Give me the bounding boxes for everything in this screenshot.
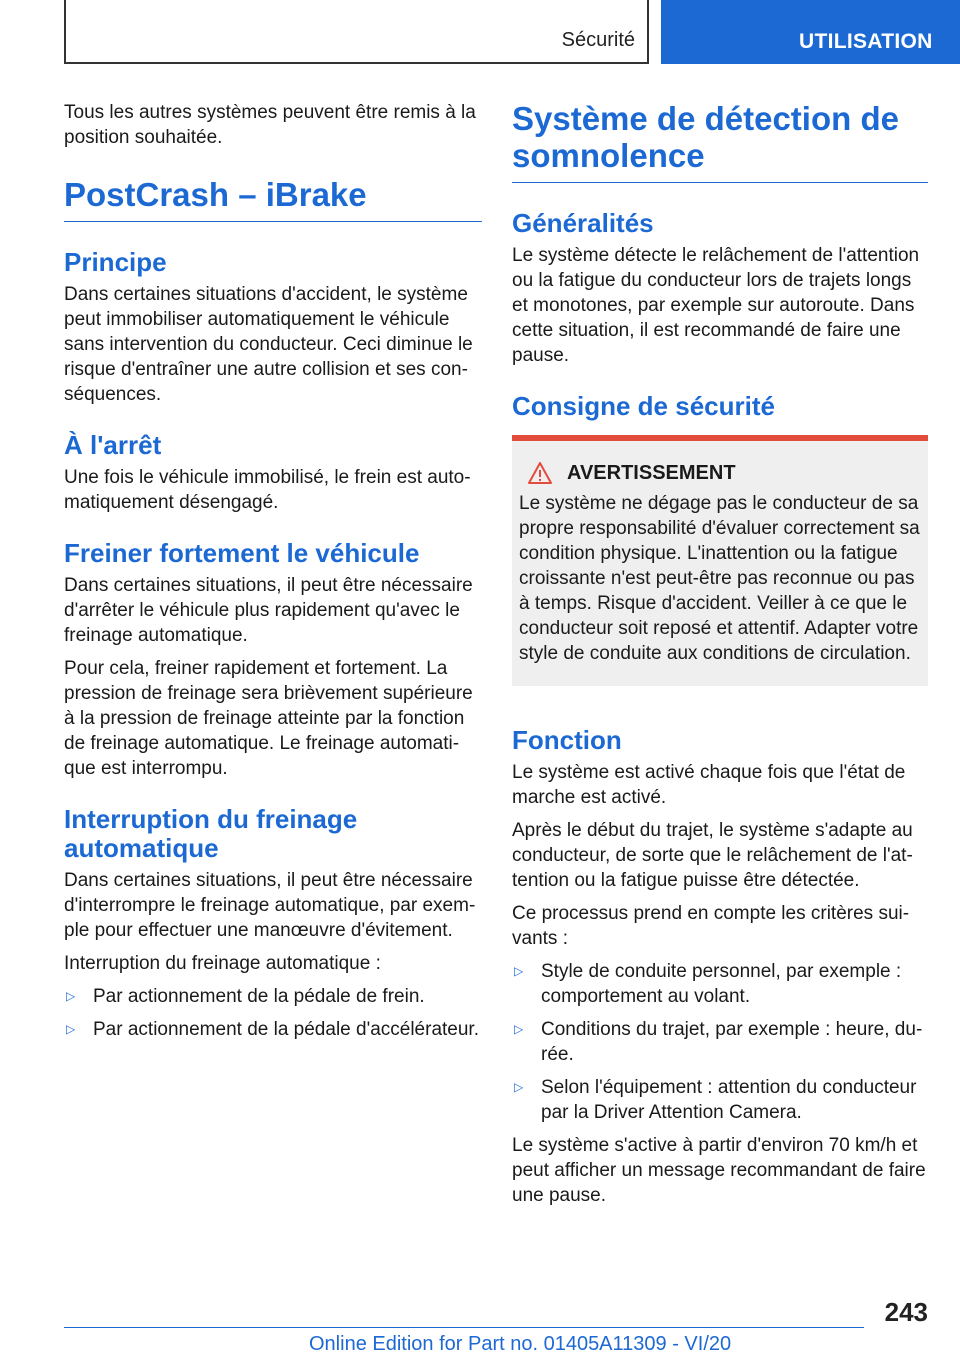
footer-edition: Online Edition for Part no. 01405A11309 - VI/20 <box>309 1333 732 1355</box>
generalites-heading: Généralités <box>512 208 654 238</box>
right-column <box>512 100 928 1216</box>
interruption-heading: Interruption du freinage automatique <box>64 804 358 863</box>
header-section-box <box>64 0 649 64</box>
generalites-text: Le système détecte le relâchement de l'attention ou la fatigue du conducteur lors de trajets longs et monotones, par exemple sur autoroute. Dans cette situation, il est recommandé de faire une pause. <box>512 245 920 366</box>
warning-header <box>519 461 920 485</box>
footer-divider <box>64 1327 864 1328</box>
fonction-heading: Fonction <box>512 725 622 755</box>
criteria-list <box>512 959 928 1125</box>
warning-box <box>512 435 928 686</box>
fonction-text-4: Le système s'active à partir d'environ 70 km/h et peut afficher un message recommandant de faire une pause. <box>512 1135 926 1206</box>
left-column <box>64 100 482 1050</box>
fonction-text-2: Après le début du trajet, le système s'adapte au conducteur, de sorte que le relâchement de l'attention ou la fatigue puisse être détectée. <box>512 820 913 891</box>
arret-heading: À l'arrêt <box>64 430 162 460</box>
triangle-bullet-icon: ▷ <box>66 1022 76 1036</box>
intro-text: Tous les autres systèmes peuvent être remis à la position souhaitée. <box>64 102 476 148</box>
list-item: ▷ Par actionnement de la pédale de frein. <box>66 986 425 1007</box>
freiner-text-2: Pour cela, freiner rapidement et fortement. La pression de freinage sera brièvement supérieure à la pression de freinage atteinte par la fonction de freinage automatique. Le freinage automatique est interrompu. <box>64 658 473 779</box>
arret-text: Une fois le véhicule immobilisé, le frein est automatiquement désengagé. <box>64 467 471 513</box>
principe-heading: Principe <box>64 247 167 277</box>
interruption-list <box>64 984 482 1042</box>
warning-triangle-icon <box>527 461 553 485</box>
header-chapter-tab: UTILISATION <box>661 0 960 64</box>
list-item: ▷ Conditions du trajet, par exemple : heure, durée. <box>514 1019 923 1065</box>
triangle-bullet-icon: ▷ <box>514 1022 524 1036</box>
freiner-heading: Freiner fortement le véhicule <box>64 538 420 568</box>
list-item: ▷ Style de conduite personnel, par exemple : comportement au volant. <box>514 961 902 1007</box>
triangle-bullet-icon: ▷ <box>66 989 76 1003</box>
freiner-text-1: Dans certaines situations, il peut être nécessaire d'arrêter le véhicule plus rapidement qu'avec le freinage automatique. <box>64 575 473 646</box>
warning-label: AVERTISSEMENT <box>567 461 736 484</box>
header-section-title: Sécurité <box>561 29 635 51</box>
consigne-heading: Consigne de sécurité <box>512 391 775 421</box>
list-item: ▷ Par actionnement de la pédale d'accélérateur. <box>66 1019 479 1040</box>
interruption-text-1: Dans certaines situations, il peut être nécessaire d'interrompre le freinage automatique, par exemple pour effectuer une manœuvre d'évitement. <box>64 870 476 941</box>
list-item: ▷ Selon l'équipement : attention du conducteur par la Driver Attention Camera. <box>514 1077 917 1123</box>
interruption-text-2: Interruption du freinage automatique : <box>64 953 381 974</box>
page-number: 243 <box>884 1297 928 1327</box>
warning-text: Le système ne dégage pas le conducteur de sa propre responsabilité d'évaluer correctement sa condition physique. L'inattention ou la fatigue croissante n'est peut-être pas reconnue ou pas à temps. Risque d'accident. Veiller à ce que le conducteur soit reposé et attentif. Adapter votre style de conduite aux conditions de circulation. <box>519 493 920 664</box>
fonction-text-3: Ce processus prend en compte les critères suivants : <box>512 903 910 949</box>
triangle-bullet-icon: ▷ <box>514 964 524 978</box>
principe-text: Dans certaines situations d'accident, le système peut immobiliser automatiquement le véhicule sans intervention du conducteur. Ceci diminue le risque d'entraîner une autre collision et ses conséquences. <box>64 284 473 405</box>
triangle-bullet-icon: ▷ <box>514 1080 524 1094</box>
somnolence-title: Système de détection de somnolence <box>512 100 928 183</box>
postcrash-title: PostCrash – iBrake <box>64 176 482 222</box>
fonction-text-1: Le système est activé chaque fois que l'état de marche est activé. <box>512 762 906 808</box>
